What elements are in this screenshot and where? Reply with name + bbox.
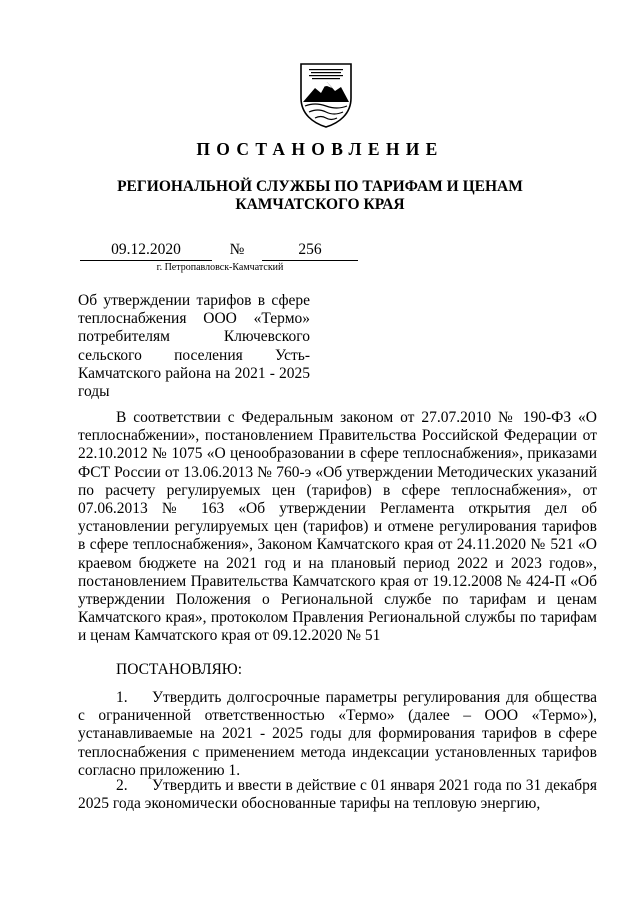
item-text: Утвердить долгосрочные параметры регулирования для общества с ограниченной ответственностью «Термо» (далее – ООО «Термо»), устанавливаемые на 2021 - 2025 годы для формирования тарифов в сфере теплоснабжения с применением метода индексации установленных тарифов согласно приложению 1. bbox=[78, 689, 597, 779]
document-title: ПОСТАНОВЛЕНИЕ bbox=[196, 139, 444, 159]
document-subject: Об утверждении тарифов в сфере теплоснабжения ООО «Термо» потребителям Ключевского сельского поселения Усть-Камчатского района на 2021 - 2025 годы bbox=[78, 292, 310, 401]
number-sign: № bbox=[229, 241, 245, 258]
coat-of-arms-icon bbox=[297, 58, 355, 128]
item-text: Утвердить и ввести в действие с 01 января 2021 года по 31 декабря 2025 года экономически обоснованные тарифы на тепловую энергию, bbox=[78, 777, 597, 813]
document-requisites bbox=[80, 240, 360, 262]
document-date: 09.12.2020 bbox=[80, 240, 212, 261]
issuer-line-1: РЕГИОНАЛЬНОЙ СЛУЖБЫ ПО ТАРИФАМ И ЦЕНАМ bbox=[117, 178, 523, 195]
item-number: 1. bbox=[116, 689, 128, 706]
item-number: 2. bbox=[116, 777, 128, 794]
list-item bbox=[78, 689, 597, 780]
preamble-paragraph: В соответствии с Федеральным законом от 27.07.2010 № 190-ФЗ «О теплоснабжении», постановлением Правительства Российской Федерации от 22.10.2012 № 1075 «О ценообразовании в сфере теплоснабжения», приказами ФСТ России от 13.06.2013 № 760-э «Об утверждении Методических указаний по расчету регулируемых цен (тарифов) в сфере теплоснабжения», от 07.06.2013 № 163 «Об утверждении Регламента открытия дел об установлении регулируемых цен (тарифов) и отмене регулирования тарифов в сфере теплоснабжения», Законом Камчатского края от 24.11.2020 № 521 «О краевом бюджете на 2021 год и на плановый период 2022 и 2023 годов», постановлением Правительства Камчатского края от 19.12.2008 № 424-П «Об утверждении Положения о Региональной службе по тарифам и ценам Камчатского края», протоколом Правления Региональной службы по тарифам и ценам Камчатского края от 09.12.2020 № 51 bbox=[78, 409, 597, 645]
issuer-line-2: КАМЧАТСКОГО КРАЯ bbox=[235, 196, 405, 213]
place-of-issue: г. Петропавловск-Камчатский bbox=[156, 262, 284, 273]
document-number: 256 bbox=[262, 240, 358, 261]
resolve-heading: ПОСТАНОВЛЯЮ: bbox=[116, 661, 243, 678]
list-item bbox=[78, 777, 597, 813]
